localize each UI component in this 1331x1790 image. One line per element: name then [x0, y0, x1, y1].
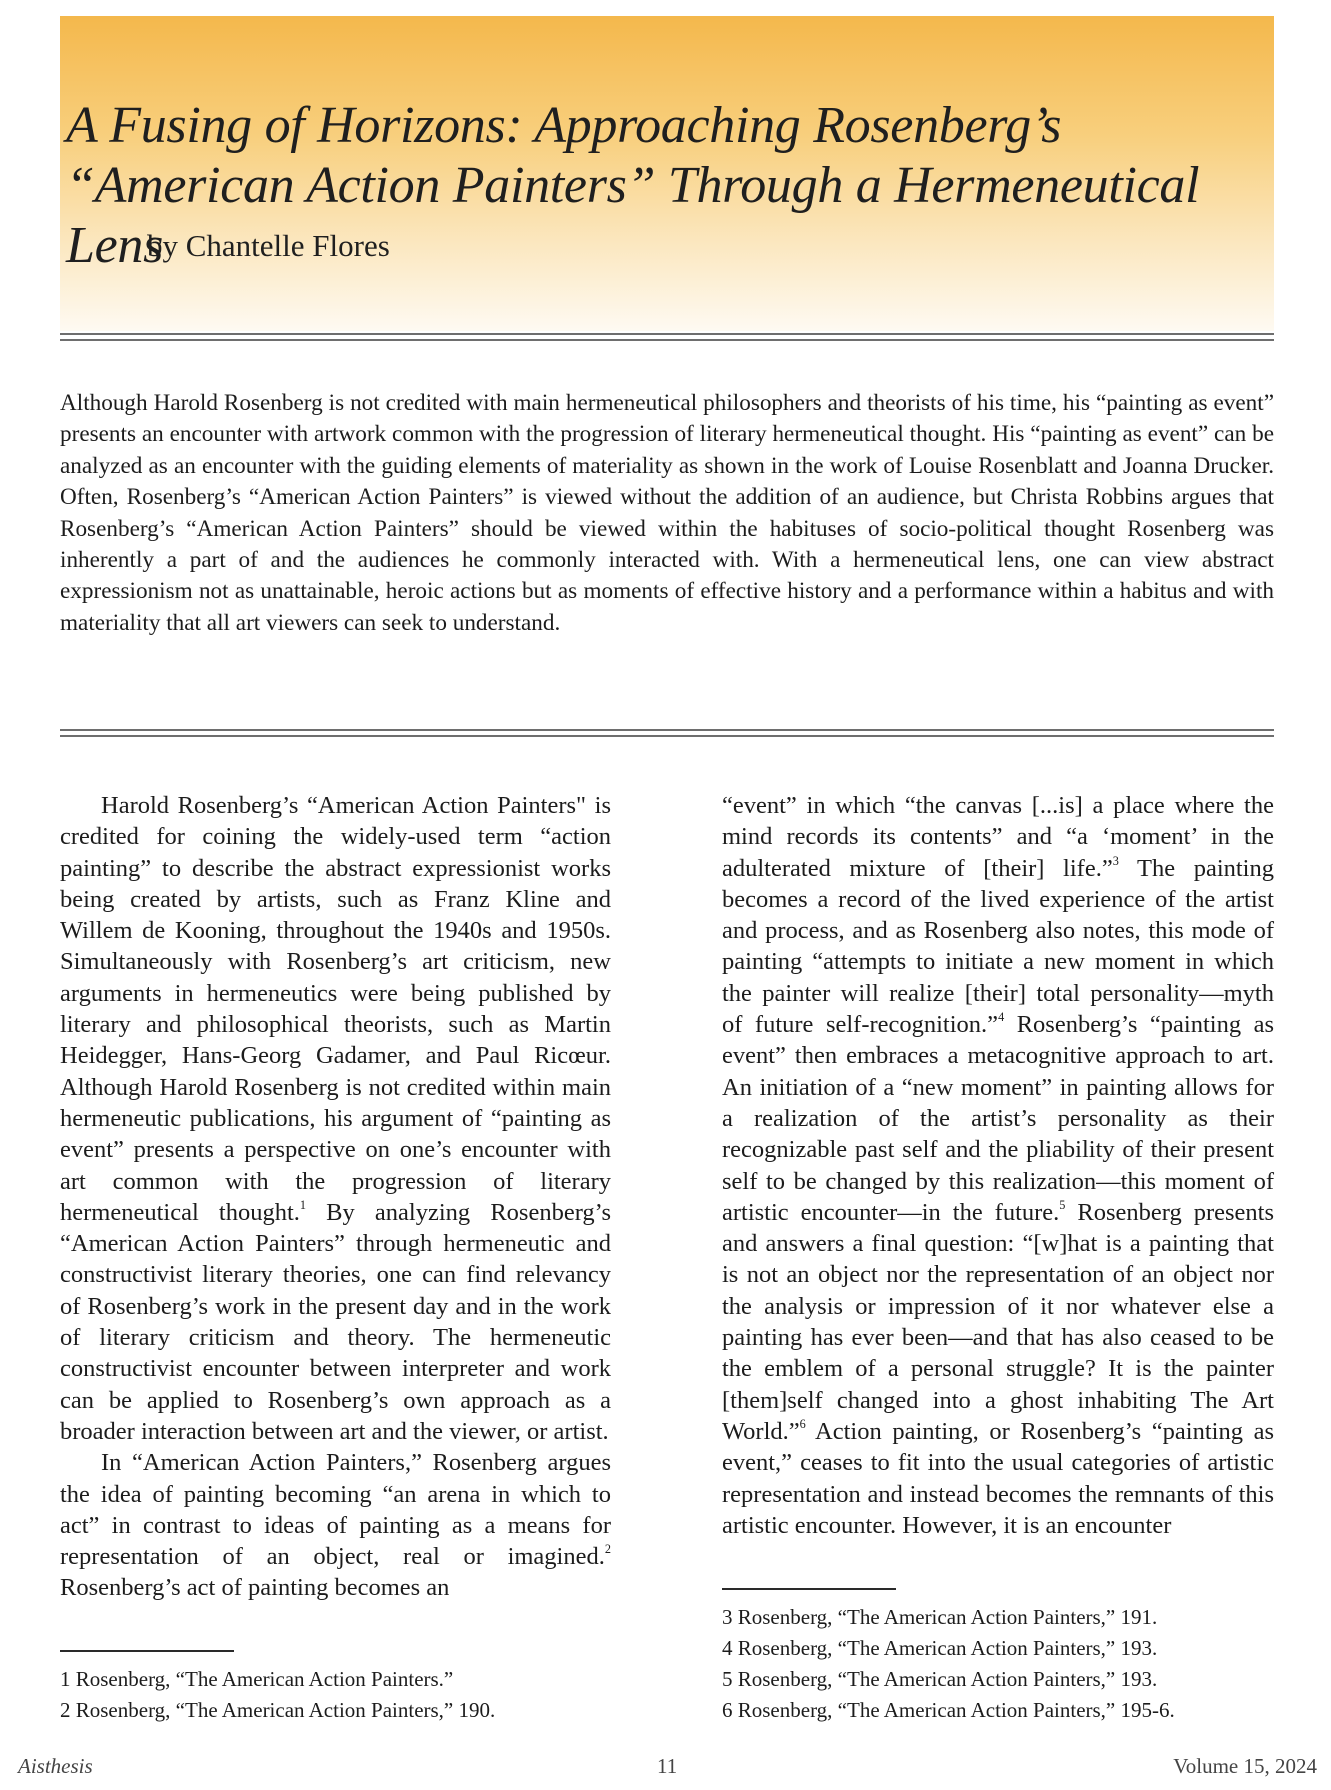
body-text: Action painting, or Rosenberg’s “painting as event,” ceases to fit into the usual categories of artistic representation and instead becomes the remnants of this artistic encounter. However, it is an encounter — [722, 1417, 1274, 1539]
footnote-1: 1 Rosenberg, “The American Action Painters.” — [60, 1667, 454, 1691]
footnote-2: 2 Rosenberg, “The American Action Painters,” 190. — [60, 1698, 496, 1722]
abstract-rule-bottom — [60, 735, 1274, 737]
body-paragraph-2 — [60, 1447, 611, 1603]
footnote-ref-3: 3 — [1112, 853, 1119, 868]
abstract-paragraph: Although Harold Rosenberg is not credited with main hermeneutical philosophers and theorists of his time, his “painting as event” presents an encounter with artwork common with the progression of literary hermeneutical thought. His “painting as event” can be analyzed as an encounter with the guiding elements of materiality as shown in the work of Louise Rosenblatt and Joanna Drucker. Often, Rosenberg’s “American Action Painters” is viewed without the addition of an audience, but Christa Robbins argues that Rosenberg’s “American Action Painters” should be viewed within the habituses of socio-political thought Rosenberg was inherently a part of and the audiences he commonly interacted with. With a hermeneutical lens, one can view abstract expressionism not as unattainable, heroic actions but as moments of effective history and a performance within a habitus and with materiality that all art viewers can seek to understand. — [60, 390, 1274, 636]
footnotes-left — [60, 1650, 495, 1726]
volume-year: Volume 15, 2024 — [1173, 1754, 1317, 1778]
page-number: 11 — [657, 1754, 678, 1778]
body-paragraph-1 — [60, 790, 611, 1447]
abstract-rule-top — [60, 729, 1274, 731]
footnote-4: 4 Rosenberg, “The American Action Painters,” 193. — [722, 1636, 1158, 1660]
footnote-ref-4: 4 — [998, 1010, 1005, 1025]
header-rule-top — [60, 333, 1274, 335]
article-title: A Fusing of Horizons: Approaching Rosenberg’s “American Action Painters” Through a Hermeneutical Lens — [66, 97, 1200, 274]
footnote-5: 5 Rosenberg, “The American Action Painters,” 193. — [722, 1667, 1158, 1691]
body-text: In “American Action Painters,” Rosenberg argues the idea of painting becoming “an arena in which to act” in contrast to ideas of painting as a means for representation of an object, real or imagined. — [60, 1449, 611, 1571]
footnote-ref-5: 5 — [1059, 1197, 1066, 1212]
footnote-6: 6 Rosenberg, “The American Action Painters,” 195-6. — [722, 1698, 1175, 1722]
body-text: The painting becomes a record of the lived experience of the artist and process, and as Rosenberg also notes, this mode of painting “attempts to initiate a new moment in which the painter will realize [their] total personality—myth of future self-recognition.” — [722, 854, 1274, 1039]
body-text: By analyzing Rosenberg’s “American Action Painters” through hermeneutic and constructivist literary theories, one can find relevancy of Rosenberg’s work in the present day and in the work of literary criticism and theory. The hermeneutic constructivist encounter between interpreter and work can be applied to Rosenberg’s own approach as a broader interaction between art and the viewer, or artist. — [60, 1198, 611, 1445]
body-text: Rosenberg’s act of painting becomes an — [60, 1574, 450, 1602]
header-rule-bottom — [60, 339, 1274, 341]
body-paragraph-2-continued — [722, 790, 1274, 1541]
body-text: Harold Rosenberg’s “American Action Painters" is credited for coining the widely-used term “action painting” to describe the abstract expressionist works being created by artists, such as Franz Kline and Willem de Kooning, throughout the 1940s and 1950s. Simultaneously with Rosenberg’s art criticism, new arguments in hermeneutics were being published by literary and philosophical theorists, such as Martin Heidegger, Hans-Georg Gadamer, and Paul Ricœur. Although Harold Rosenberg is not credited within main hermeneutic publications, his argument of “painting as event” presents a perspective on one’s encounter with art common with the progression of literary hermeneutical thought. — [60, 792, 611, 1226]
footnotes-right — [722, 1588, 1175, 1726]
author-byline: by Chantelle Flores — [147, 228, 390, 263]
footnote-separator — [722, 1588, 896, 1590]
body-column-right — [722, 790, 1274, 1541]
footnote-ref-6: 6 — [799, 1416, 806, 1431]
body-text: “event” in which “the canvas [...is] a place where the mind records its contents” and “a ‘moment’ in the adulterated mixture of [their] life.” — [722, 792, 1274, 882]
body-text: Rosenberg presents and answers a final question: “[w]hat is a painting that is not an object nor the representation of an object nor the analysis or impression of it nor whatever else a painting has ever been—and that has also ceased to be the emblem of a personal struggle? It is the painter [them]self changed into a ghost inhabiting The Art World.” — [722, 1198, 1274, 1445]
body-column-left — [60, 790, 611, 1604]
journal-name: Aisthesis — [18, 1754, 93, 1778]
footnote-3: 3 Rosenberg, “The American Action Painters,” 191. — [722, 1605, 1158, 1629]
footnote-ref-2: 2 — [604, 1542, 611, 1557]
body-text: Rosenberg’s “painting as event” then embraces a metacognitive approach to art. An initiation of a “new moment” in painting allows for a realization of the artist’s personality as their recognizable past self and the pliability of their present self to be changed by this realization—this moment of artistic encounter—in the future. — [722, 1011, 1274, 1226]
footnote-separator — [60, 1650, 234, 1652]
footnote-ref-1: 1 — [299, 1197, 307, 1212]
